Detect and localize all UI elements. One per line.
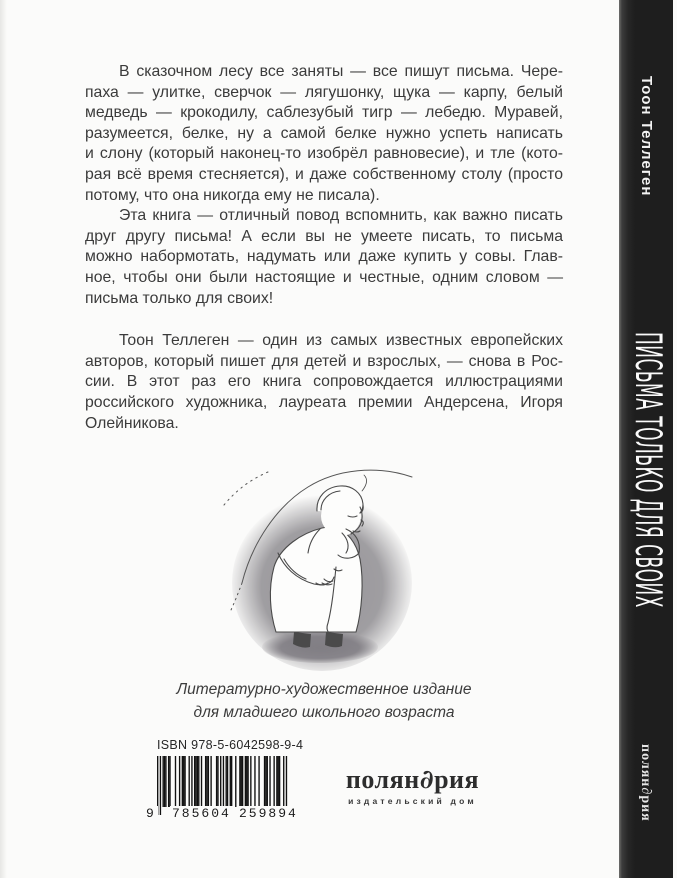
barcode-digits-left: 785604 [172, 806, 231, 821]
spine-author: Тоон Теллеген [638, 76, 655, 197]
text-line: можно набормотать, надумать или даже купить у совы. Глав- [85, 248, 563, 266]
edition-caption [85, 679, 563, 724]
text-line: потому, что она никогда ему не писала). [85, 186, 380, 204]
spine-publisher [637, 744, 653, 822]
text-line: Олейникова. [85, 414, 179, 432]
paragraph [85, 206, 563, 309]
barcode-digits-right: 259894 [239, 806, 298, 821]
illustration-drawing [222, 463, 447, 681]
text-line: и слону (который наконец-то изобрёл равновесие), и тле (кото- [85, 145, 563, 163]
text-line: письма только для своих! [85, 289, 274, 307]
text-line: Эта книга — отличный повод вспомнить, как важно писать [119, 207, 563, 225]
annotation-text [85, 62, 563, 434]
text-line: ное, чтобы они были настоящие и честные, одним словом — [85, 268, 563, 286]
publisher-logo-wordmark [335, 766, 490, 794]
text-line: друг другу письма! А если вы не умеете писать, то письма [85, 227, 563, 245]
text-line: рая всё время стесняется), и даже собственному столу (просто [85, 165, 563, 183]
page-edge-shadow [0, 0, 7, 878]
spine-title: ПИСЬМА ТОЛЬКО ДЛЯ СВОИХ [626, 332, 670, 608]
text-line: сии. В этот раз его книга сопровождается иллюстрациями [85, 373, 563, 391]
text-line: российского художника, лауреата премии Андерсена, Игоря [85, 393, 563, 411]
spine-publisher-right: рия [638, 795, 653, 822]
text-line: авторов, который пишет для детей и взрослых, — снова в Рос- [85, 352, 563, 370]
caption-line-1: Литературно-художественное издание [176, 681, 472, 698]
spine-panel [619, 0, 673, 878]
paragraph [85, 331, 563, 434]
paragraph [85, 62, 563, 206]
note-glyph-icon: ∂ [419, 765, 435, 795]
text-line: Тоон Теллеген — один из самых известных европейских [119, 332, 563, 350]
barcode-digit-lead: 9 [146, 806, 156, 821]
spine-publisher-left: полян [638, 744, 653, 788]
text-line: медведь — крокодилу, саблезубый тигр — лебедю. Муравей, [85, 104, 563, 122]
isbn-label: ISBN 978-5-6042598-9-4 [157, 738, 304, 752]
logo-text-right: рия [434, 765, 480, 794]
publisher-logo-subtitle: издательский дом [348, 796, 477, 806]
logo-text-left: полян [345, 765, 420, 794]
spine-note-glyph-icon: ∂ [638, 787, 653, 796]
text-line: разумеется, белке, ну а самой белке нужно успеть написать [85, 124, 563, 142]
caption-line-2: для младшего школьного возраста [193, 703, 455, 721]
text-line: В сказочном лесу все заняты — все пишут письма. Чере- [119, 63, 563, 80]
publisher-logo [335, 766, 490, 806]
text-line: паха — улитке, сверчок — лягушонку, щука — карпу, белый [85, 83, 563, 101]
